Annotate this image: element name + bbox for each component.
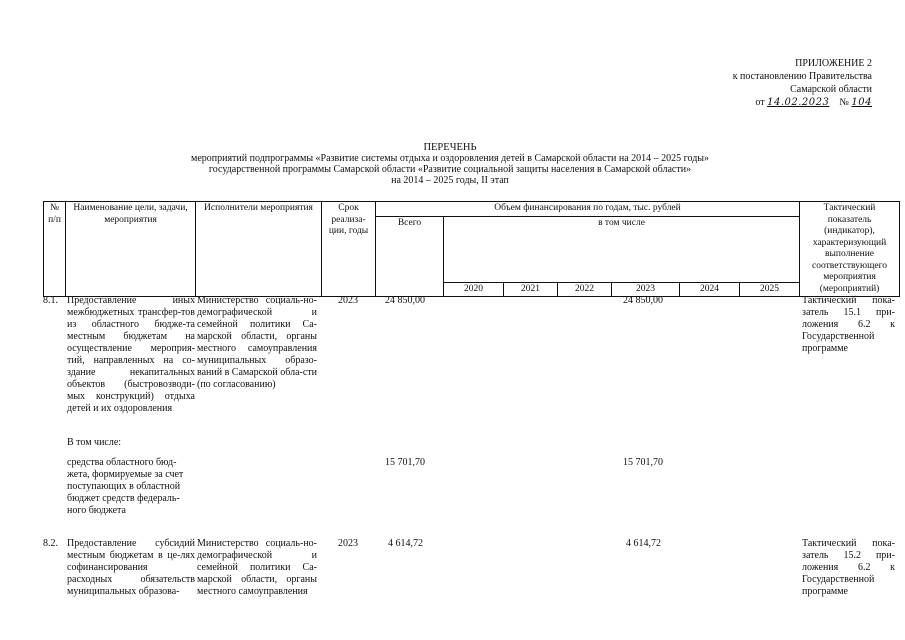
from-label: от — [755, 97, 765, 108]
row-8-2-executors: Министерство социаль-но-демографической и семейной политики Са-марской области, органы местного самоуправления — [197, 538, 317, 597]
row-8-2-total: 4 614,72 — [388, 538, 423, 549]
header-year-2021: 2021 — [504, 282, 558, 297]
row-8-1-2023: 24 850,00 — [623, 295, 663, 306]
header-year-2023: 2023 — [612, 282, 680, 297]
header-num: № п/п — [44, 202, 66, 297]
document-heading — [150, 142, 750, 186]
row-8-2-name: Предоставление субсидий местным бюджетам в це-лях софинансирования расходных обязательств муниципальных образова- — [67, 538, 195, 597]
heading-line-2: государственной программы Самарской области «Развитие социальной защиты населения в Самарской области» — [208, 164, 692, 175]
appendix-line-2: Самарской области — [790, 84, 872, 95]
including-label: В том числе: — [67, 437, 122, 448]
heading-title: ПЕРЕЧЕНЬ — [423, 142, 477, 153]
header-funding: Объем финансирования по годам, тыс. рублей — [376, 202, 800, 217]
header-year-2025: 2025 — [740, 282, 800, 297]
row-8-2-indicator: Тактический пока-затель 15.2 при-ложения 6.2 к Государственной программе — [802, 538, 895, 597]
header-indicator: Тактический показатель (индикатор), характеризующий выполнение соответствующего мероприятия (мероприятий) — [800, 202, 900, 297]
row-8-1-indicator: Тактический пока-затель 15.1 при-ложения 6.2 к Государственной программе — [802, 295, 895, 354]
measures-table-header — [43, 201, 900, 297]
appendix-date-line — [690, 96, 872, 109]
header-term: Срок реализа-ции, годы — [322, 202, 376, 297]
row-8-1-name: Предоставление иных межбюджетных трансфер-тов из областного бюдже-та местным бюджетам на осуществление мероприя-тий, направленных на со-здание некапитальных объектов (быстровозводи-мых конструкций) отдыха детей и их оздоровления — [67, 295, 195, 414]
header-including: в том числе — [444, 216, 800, 282]
row-8-1-term: 2023 — [338, 295, 358, 306]
header-year-2022: 2022 — [558, 282, 612, 297]
row-8-2-term: 2023 — [338, 538, 358, 549]
row-8-1-executors: Министерство социаль-но-демографической и семейной политики Са-марской области, органы местного самоуправления муниципальных образо-ваний в Самарской обла-сти (по согласованию) — [197, 295, 318, 390]
row-8-1-total: 24 850,00 — [385, 295, 425, 306]
header-total: Всего — [376, 216, 444, 297]
appendix-line-1: к постановлению Правительства — [732, 71, 872, 82]
header-year-2020: 2020 — [444, 282, 504, 297]
row-sub-name: средства областного бюд-жета, формируемые за счет поступающих в областной бюджет средств федераль-ного бюджета — [67, 457, 184, 516]
row-sub-total: 15 701,70 — [385, 457, 425, 468]
heading-line-1: мероприятий подпрограммы «Развитие системы отдыха и оздоровления детей в Самарской области на 2014 – 2025 годы» — [190, 153, 710, 164]
decree-number: 104 — [851, 97, 872, 108]
number-label: № — [839, 97, 849, 108]
row-8-2-2023: 4 614,72 — [626, 538, 661, 549]
header-year-2024: 2024 — [680, 282, 740, 297]
decree-date: 14.02.2023 — [767, 97, 830, 108]
appendix-title: ПРИЛОЖЕНИЕ 2 — [795, 58, 872, 69]
appendix-block — [690, 57, 872, 109]
row-8-2-num: 8.2. — [43, 538, 58, 549]
header-executors: Исполнители мероприятия — [196, 202, 322, 297]
heading-line-3: на 2014 – 2025 годы, II этап — [391, 175, 509, 186]
row-sub-2023: 15 701,70 — [623, 457, 663, 468]
row-8-1-num: 8.1. — [43, 295, 58, 306]
header-name: Наименование цели, задачи, мероприятия — [66, 202, 196, 297]
